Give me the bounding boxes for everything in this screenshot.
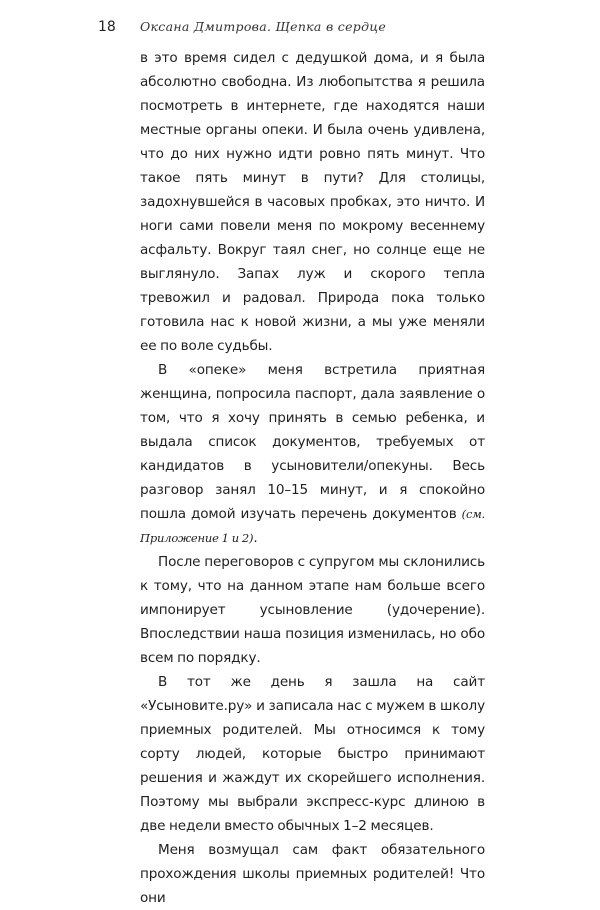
paragraph-4 (140, 670, 485, 838)
paragraph-2 (140, 358, 485, 550)
paragraph-5 (140, 838, 485, 910)
paragraph-3-text: После переговоров с супругом мы склонились к тому, что на данном этапе нам больше всего импонирует усыновление (удочерение). Впоследствии наша позиция изменилась, но обо всем по порядку. (140, 554, 485, 666)
paragraph-2-tail: . (253, 530, 258, 546)
appendix-reference: (см. Приложение 1 и 2) (140, 507, 485, 545)
paragraph-5-text: Меня возмущал сам факт обязательного прохождения школы приемных родителей! Что они (140, 842, 485, 906)
paragraph-1 (140, 46, 485, 358)
running-header (0, 0, 600, 40)
paragraph-3 (140, 550, 485, 670)
paragraph-1-text: в это время сидел с дедушкой дома, и я была абсолютно свободна. Из любопытства я решила посмотреть в интернете, где находятся наши местные органы опеки. И была очень удивлена, что до них нужно идти ровно пять минут. Что такое пять минут в пути? Для столицы, задохнувшейся в часовых пробках, это ничто. И ноги сами повели меня по мокрому весеннему асфальту. Вокруг таял снег, но солнце еще не выглянуло. Запах луж и скорого тепла тревожил и радовал. Природа пока только готовила нас к новой жизни, а мы уже меняли ее по воле судьбы. (140, 50, 485, 354)
paragraph-4-text: В тот же день я зашла на сайт «Усыновите.ру» и записала нас с мужем в школу приемных родителей. Мы относимся к тому сорту людей, которые быстро принимают решения и жаждут их скорейшего исполнения. Поэтому мы выбрали экспресс-курс длиною в две недели вместо обычных 1–2 месяцев. (140, 674, 485, 834)
body-text (140, 46, 485, 910)
running-title: Оксана Дмитрова. Щепка в сердце (140, 19, 387, 34)
page-number: 18 (98, 19, 116, 35)
paragraph-2-text: В «опеке» меня встретила приятная женщина, попросила паспорт, дала заявление о том, что я хочу принять в семью ребенка, и выдала список документов, требуемых от кандидатов в усыновители/опекуны. Весь разговор занял 10–15 минут, и я спокойно пошла домой изучать перечень документов (140, 362, 485, 522)
